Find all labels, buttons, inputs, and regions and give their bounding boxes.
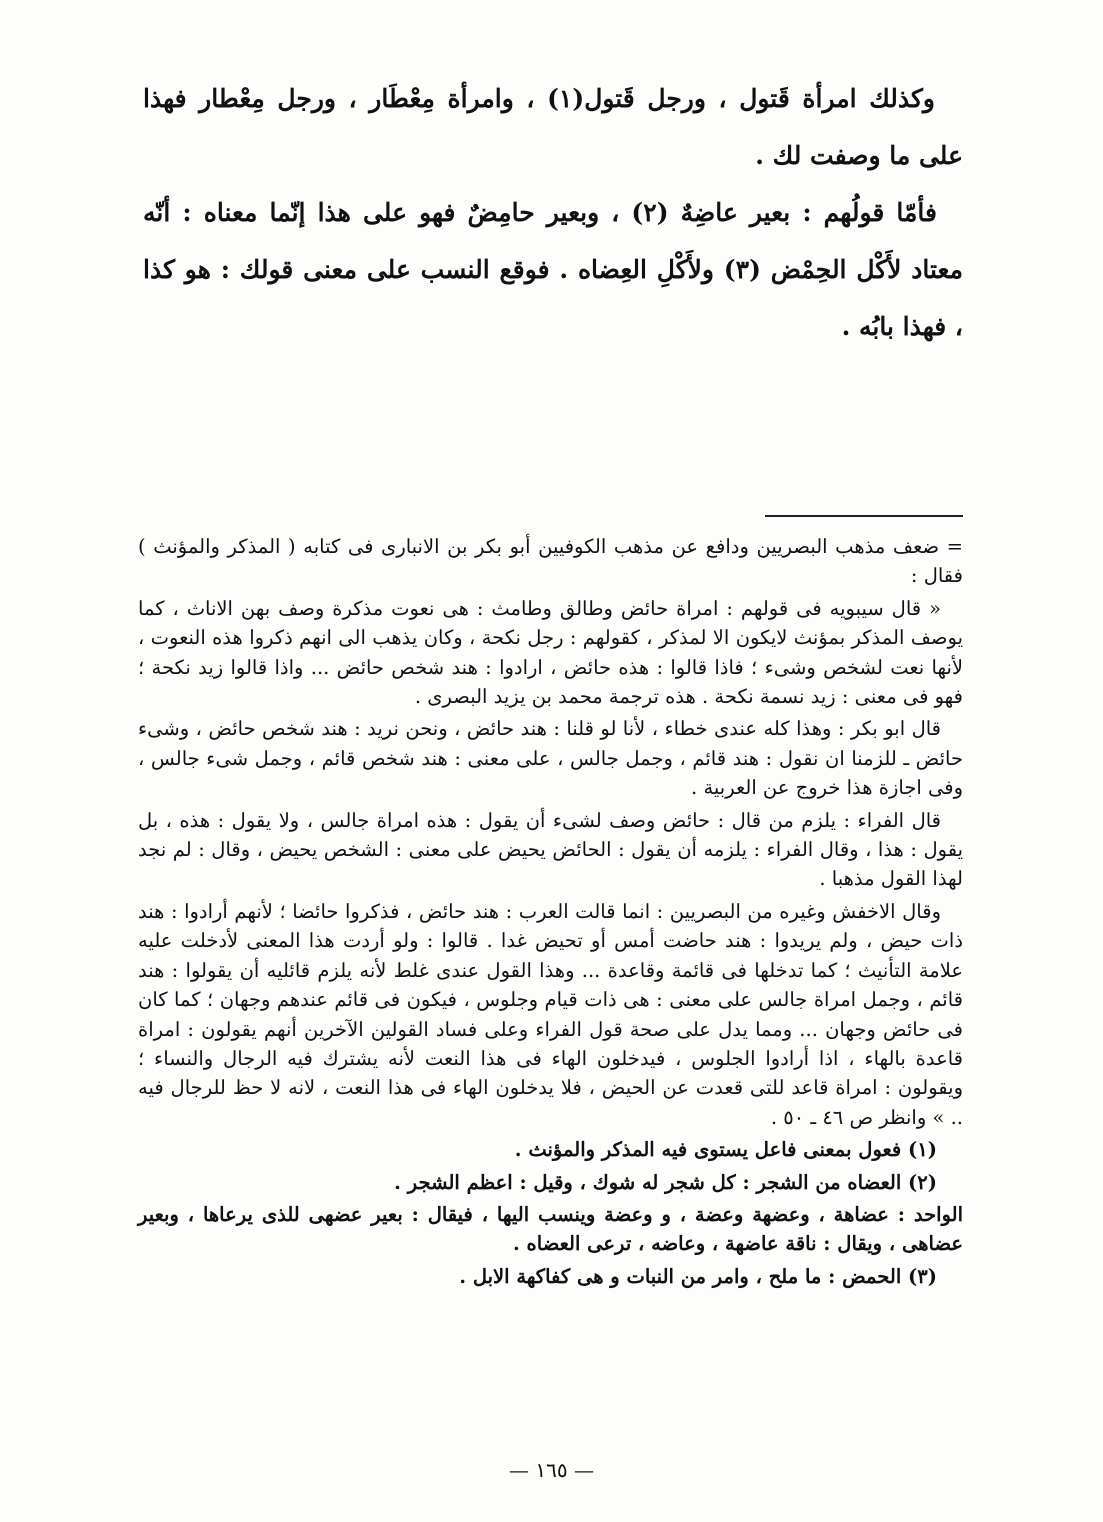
footnote-1: (١) فعول بمعنى فاعل يستوى فيه المذكر والمؤنث . xyxy=(514,1138,937,1162)
main-paragraph-1: وكذلك امرأة قَتول ، ورجل قَتول(١) ، وامرأة مِعْطَار ، ورجل مِعْطار فهذا على ما وصفت لك . xyxy=(143,84,963,170)
page-number: — ١٦٥ — xyxy=(509,1458,594,1482)
main-text xyxy=(143,70,963,355)
main-paragraph-2: فأمّا قولُهم : بعير عاضِهٌ (٢) ، وبعير حامِضٌ فهو على هذا إنّما معناه : أنّه معتاد لأَكْل الحِمْض (٣) ولأَكْلِ العِضاه . فوقع النسب على معنى قولك : هو كذا ، فهذا بابُه . xyxy=(143,198,963,341)
footnote-2: (٢) العضاه من الشجر : كل شجر له شوك ، وقيل : اعظم الشجر . xyxy=(394,1170,937,1194)
footnote-3: (٣) الحمض : ما ملح ، وامر من النبات و هى كفاكهة الابل . xyxy=(459,1264,937,1288)
footnote-quote-4: وقال الاخفش وغيره من البصريين : انما قالت العرب : هند حائض ، فذكروا حائضا ؛ لأنهم أرادوا : هند ذات حيض ، ولم يريدوا : هند حاضت أمس أو تحيض غدا . قالوا : ولو أردت هذا المعنى لأدخلت عليه علامة التأنيث ؛ كما تدخلها فى قائمة وقاعدة ... وهذا القول عندى غلط لأنه يلزم قائليه أن يقولوا : هند قائم ، وجمل امراة جالس على معنى : هى ذات قيام وجلوس ، فيكون فى قائم عندهم وجهان ؛ كما كان فى حائض وجهان ... ومما يدل على صحة قول الفراء وعلى فساد القولين الآخرين أنهم يقولون : امراة قاعدة بالهاء ، اذا أرادوا الجلوس ، فيدخلون الهاء فى هذا النعت لأنه يشترك فيه الرجال والنساء ؛ ويقولون : امراة قاعد للتى قعدت عن الحيض ، فلا يدخلون الهاء فى هذا النعت ، لانه لا حظ للرجال فيه .. » وانظر ص ٤٦ ـ ٥٠ . xyxy=(138,899,963,1129)
footnote-quote-2: قال ابو بكر : وهذا كله عندى خطاء ، لأنا لو قلنا : هند حائض ، ونحن نريد : هند شخص حائض ، وشىء حائض ـ للزمنا ان نقول : هند قائم ، وجمل جالس ، على معنى : هند شخص قائم ، وجمل شىء جالس ، وفى اجازة هذا خروج عن العربية . xyxy=(138,717,963,800)
footnote-2-continuation: الواحد : عضاهة ، وعضهة وعضة ، و وعضة وينسب اليها ، فيقال : بعير عضهى للذى يرعاها ، وبعير عضاهى ، ويقال : ناقة عاضهة ، وعاضه ، ترعى العضاه . xyxy=(138,1202,963,1256)
footnote-quote-1: « قال سيبويه فى قولهم : امراة حائض وطالق وطامث : هى نعوت مذكرة وصف بهن الاناث ، كما يوصف المذكر بمؤنث لايكون الا لمذكر ، كقولهم : رجل نكحة ، وكان يذهب الى انهم ذكروا هذه النعوت ، لأنها نعت لشخص وشىء ؛ فاذا قالوا : هذه حائض ، ارادوا : هند شخص حائض ... واذا قالوا زيد نكحة ؛ فهو فى معنى : زيد نسمة نكحة . هذه ترجمة محمد بن يزيد البصرى . xyxy=(138,596,963,709)
footnote-continuation: = ضعف مذهب البصريين ودافع عن مذهب الكوفيين أبو بكر بن الانبارى فى كتابه ( المذكر والمؤنث ) فقال : xyxy=(138,535,963,588)
footnote-separator xyxy=(765,515,963,517)
footnote-quote-3: قال الفراء : يلزم من قال : حائض وصف لشىء أن يقول : هذه امراة جالس ، ولا يقول : هذه ، بل يقول : هذا ، وقال الفراء : يلزمه أن يقول : الحائض يحيض على معنى : الشخص يحيض ، وقال : لم نجد لهذا القول مذهبا . xyxy=(138,808,963,891)
footnotes xyxy=(138,532,963,1294)
